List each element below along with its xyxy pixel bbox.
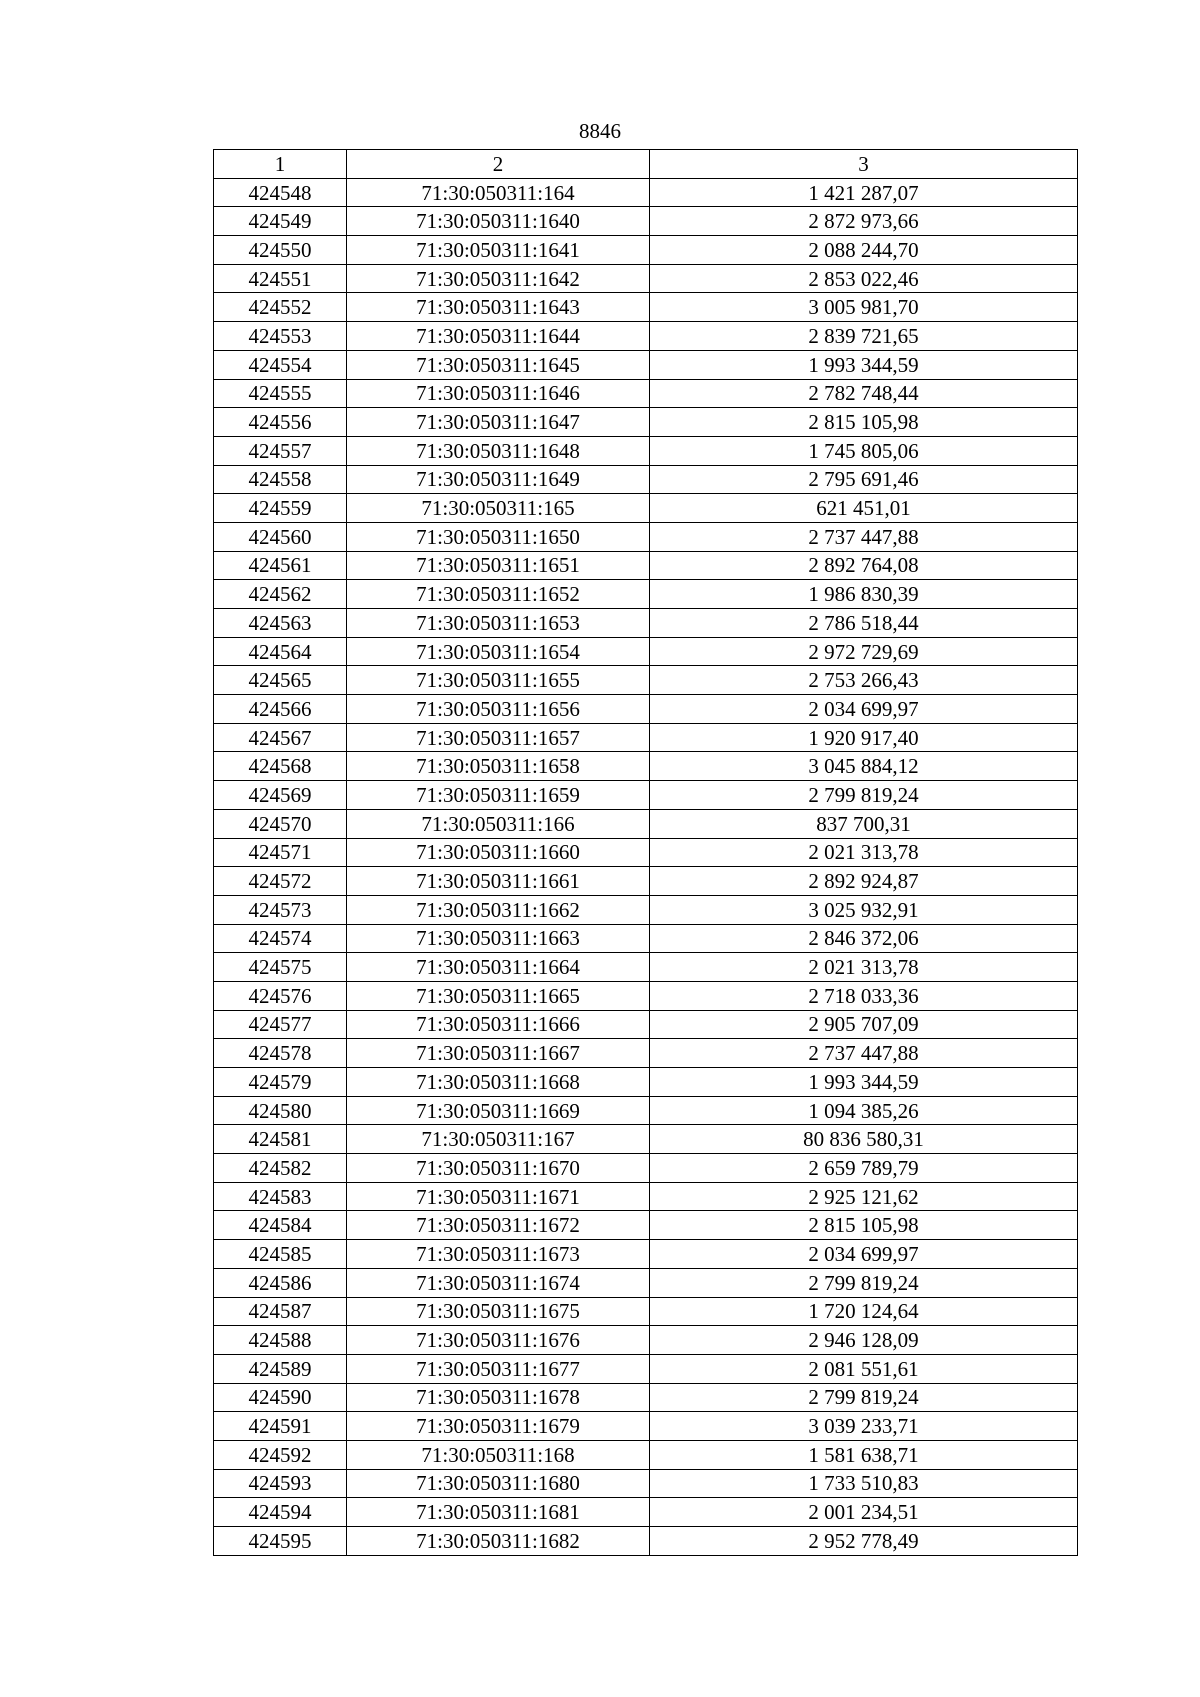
table-body — [214, 178, 1078, 1555]
value-cell: 2 782 748,44 — [650, 379, 1078, 408]
cadastral-number-cell: 71:30:050311:1679 — [347, 1412, 650, 1441]
table-row — [214, 236, 1078, 265]
cadastral-number-cell: 71:30:050311:1674 — [347, 1268, 650, 1297]
table-row — [214, 1240, 1078, 1269]
table-row — [214, 1211, 1078, 1240]
table-row — [214, 1440, 1078, 1469]
value-cell: 2 815 105,98 — [650, 408, 1078, 437]
row-number-cell: 424584 — [214, 1211, 347, 1240]
value-cell: 3 039 233,71 — [650, 1412, 1078, 1441]
row-number-cell: 424553 — [214, 322, 347, 351]
cadastral-number-cell: 71:30:050311:1676 — [347, 1326, 650, 1355]
cadastral-number-cell: 71:30:050311:165 — [347, 494, 650, 523]
cadastral-number-cell: 71:30:050311:1672 — [347, 1211, 650, 1240]
value-cell: 1 920 917,40 — [650, 723, 1078, 752]
cadastral-number-cell: 71:30:050311:1680 — [347, 1469, 650, 1498]
row-number-cell: 424562 — [214, 580, 347, 609]
table-row — [214, 580, 1078, 609]
value-cell: 1 581 638,71 — [650, 1440, 1078, 1469]
page-number: 8846 — [579, 119, 621, 143]
cadastral-number-cell: 71:30:050311:1664 — [347, 953, 650, 982]
cadastral-number-cell: 71:30:050311:1644 — [347, 322, 650, 351]
value-cell: 2 737 447,88 — [650, 522, 1078, 551]
value-cell: 2 021 313,78 — [650, 953, 1078, 982]
table-row — [214, 1383, 1078, 1412]
cadastral-number-cell: 71:30:050311:1665 — [347, 981, 650, 1010]
row-number-cell: 424569 — [214, 781, 347, 810]
table-row — [214, 838, 1078, 867]
value-cell: 837 700,31 — [650, 809, 1078, 838]
row-number-cell: 424589 — [214, 1354, 347, 1383]
value-cell: 2 815 105,98 — [650, 1211, 1078, 1240]
row-number-cell: 424585 — [214, 1240, 347, 1269]
cadastral-number-cell: 71:30:050311:1652 — [347, 580, 650, 609]
value-cell: 1 986 830,39 — [650, 580, 1078, 609]
table-row — [214, 494, 1078, 523]
row-number-cell: 424548 — [214, 178, 347, 207]
table-row — [214, 522, 1078, 551]
table-row — [214, 1297, 1078, 1326]
cadastral-number-cell: 71:30:050311:1656 — [347, 695, 650, 724]
value-cell: 1 733 510,83 — [650, 1469, 1078, 1498]
value-cell: 2 034 699,97 — [650, 1240, 1078, 1269]
table-row — [214, 379, 1078, 408]
header-row — [214, 150, 1078, 179]
table-row — [214, 609, 1078, 638]
value-cell: 2 839 721,65 — [650, 322, 1078, 351]
value-cell: 1 993 344,59 — [650, 350, 1078, 379]
value-cell: 621 451,01 — [650, 494, 1078, 523]
row-number-cell: 424576 — [214, 981, 347, 1010]
cadastral-number-cell: 71:30:050311:1673 — [347, 1240, 650, 1269]
row-number-cell: 424593 — [214, 1469, 347, 1498]
row-number-cell: 424557 — [214, 436, 347, 465]
row-number-cell: 424570 — [214, 809, 347, 838]
header-col-1: 1 — [214, 150, 347, 179]
cadastral-number-cell: 71:30:050311:1681 — [347, 1498, 650, 1527]
table-row — [214, 1182, 1078, 1211]
cadastral-number-cell: 71:30:050311:1657 — [347, 723, 650, 752]
table-row — [214, 809, 1078, 838]
header-col-3: 3 — [650, 150, 1078, 179]
value-cell: 2 853 022,46 — [650, 264, 1078, 293]
value-cell: 2 737 447,88 — [650, 1039, 1078, 1068]
table-row — [214, 781, 1078, 810]
row-number-cell: 424565 — [214, 666, 347, 695]
table-row — [214, 408, 1078, 437]
row-number-cell: 424552 — [214, 293, 347, 322]
cadastral-number-cell: 71:30:050311:1660 — [347, 838, 650, 867]
row-number-cell: 424559 — [214, 494, 347, 523]
value-cell: 1 094 385,26 — [650, 1096, 1078, 1125]
table-row — [214, 293, 1078, 322]
cadastral-number-cell: 71:30:050311:1643 — [347, 293, 650, 322]
cadastral-number-cell: 71:30:050311:1662 — [347, 895, 650, 924]
table-row — [214, 465, 1078, 494]
cadastral-number-cell: 71:30:050311:1666 — [347, 1010, 650, 1039]
row-number-cell: 424571 — [214, 838, 347, 867]
row-number-cell: 424581 — [214, 1125, 347, 1154]
row-number-cell: 424560 — [214, 522, 347, 551]
value-cell: 3 005 981,70 — [650, 293, 1078, 322]
row-number-cell: 424567 — [214, 723, 347, 752]
value-cell: 1 421 287,07 — [650, 178, 1078, 207]
row-number-cell: 424550 — [214, 236, 347, 265]
table-row — [214, 1469, 1078, 1498]
cadastral-number-cell: 71:30:050311:1648 — [347, 436, 650, 465]
row-number-cell: 424568 — [214, 752, 347, 781]
value-cell: 2 952 778,49 — [650, 1527, 1078, 1556]
cadastral-number-cell: 71:30:050311:168 — [347, 1440, 650, 1469]
cadastral-number-cell: 71:30:050311:1654 — [347, 637, 650, 666]
row-number-cell: 424564 — [214, 637, 347, 666]
table-row — [214, 637, 1078, 666]
cadastral-number-cell: 71:30:050311:1649 — [347, 465, 650, 494]
row-number-cell: 424577 — [214, 1010, 347, 1039]
table-row — [214, 867, 1078, 896]
row-number-cell: 424554 — [214, 350, 347, 379]
value-cell: 2 872 973,66 — [650, 207, 1078, 236]
value-cell: 2 925 121,62 — [650, 1182, 1078, 1211]
cadastral-number-cell: 71:30:050311:1682 — [347, 1527, 650, 1556]
row-number-cell: 424572 — [214, 867, 347, 896]
value-cell: 2 972 729,69 — [650, 637, 1078, 666]
cadastral-number-cell: 71:30:050311:164 — [347, 178, 650, 207]
row-number-cell: 424587 — [214, 1297, 347, 1326]
row-number-cell: 424588 — [214, 1326, 347, 1355]
value-cell: 2 846 372,06 — [650, 924, 1078, 953]
table-row — [214, 1498, 1078, 1527]
row-number-cell: 424551 — [214, 264, 347, 293]
row-number-cell: 424580 — [214, 1096, 347, 1125]
table-row — [214, 953, 1078, 982]
row-number-cell: 424595 — [214, 1527, 347, 1556]
cadastral-number-cell: 71:30:050311:1651 — [347, 551, 650, 580]
cadastral-number-cell: 71:30:050311:1658 — [347, 752, 650, 781]
value-cell: 3 045 884,12 — [650, 752, 1078, 781]
value-cell: 1 993 344,59 — [650, 1068, 1078, 1097]
row-number-cell: 424555 — [214, 379, 347, 408]
table-row — [214, 1527, 1078, 1556]
value-cell: 80 836 580,31 — [650, 1125, 1078, 1154]
table-row — [214, 350, 1078, 379]
table-row — [214, 264, 1078, 293]
value-cell: 2 021 313,78 — [650, 838, 1078, 867]
table-row — [214, 1154, 1078, 1183]
table-row — [214, 551, 1078, 580]
cadastral-number-cell: 71:30:050311:1642 — [347, 264, 650, 293]
cadastral-number-cell: 71:30:050311:1655 — [347, 666, 650, 695]
value-cell: 2 001 234,51 — [650, 1498, 1078, 1527]
row-number-cell: 424561 — [214, 551, 347, 580]
table-row — [214, 1039, 1078, 1068]
row-number-cell: 424578 — [214, 1039, 347, 1068]
value-cell: 2 753 266,43 — [650, 666, 1078, 695]
table-row — [214, 436, 1078, 465]
cadastral-number-cell: 71:30:050311:1678 — [347, 1383, 650, 1412]
table-row — [214, 178, 1078, 207]
table-row — [214, 924, 1078, 953]
table-row — [214, 1326, 1078, 1355]
cadastral-number-cell: 71:30:050311:1668 — [347, 1068, 650, 1097]
cadastral-number-cell: 71:30:050311:1645 — [347, 350, 650, 379]
value-cell: 2 905 707,09 — [650, 1010, 1078, 1039]
value-cell: 2 799 819,24 — [650, 1268, 1078, 1297]
cadastral-number-cell: 71:30:050311:1641 — [347, 236, 650, 265]
cadastral-number-cell: 71:30:050311:1646 — [347, 379, 650, 408]
cadastral-number-cell: 71:30:050311:1659 — [347, 781, 650, 810]
value-cell: 2 088 244,70 — [650, 236, 1078, 265]
cadastral-number-cell: 71:30:050311:1653 — [347, 609, 650, 638]
row-number-cell: 424575 — [214, 953, 347, 982]
table-row — [214, 1412, 1078, 1441]
cadastral-number-cell: 71:30:050311:166 — [347, 809, 650, 838]
row-number-cell: 424566 — [214, 695, 347, 724]
row-number-cell: 424583 — [214, 1182, 347, 1211]
value-cell: 2 799 819,24 — [650, 781, 1078, 810]
table-row — [214, 1010, 1078, 1039]
value-cell: 2 799 819,24 — [650, 1383, 1078, 1412]
row-number-cell: 424563 — [214, 609, 347, 638]
cadastral-number-cell: 71:30:050311:1661 — [347, 867, 650, 896]
cadastral-number-cell: 71:30:050311:1640 — [347, 207, 650, 236]
cadastral-number-cell: 71:30:050311:1663 — [347, 924, 650, 953]
cadastral-number-cell: 71:30:050311:1671 — [347, 1182, 650, 1211]
value-cell: 2 795 691,46 — [650, 465, 1078, 494]
registry-table — [213, 149, 1078, 1556]
table-row — [214, 207, 1078, 236]
cadastral-number-cell: 71:30:050311:167 — [347, 1125, 650, 1154]
row-number-cell: 424592 — [214, 1440, 347, 1469]
row-number-cell: 424594 — [214, 1498, 347, 1527]
row-number-cell: 424574 — [214, 924, 347, 953]
row-number-cell: 424582 — [214, 1154, 347, 1183]
table-row — [214, 695, 1078, 724]
row-number-cell: 424579 — [214, 1068, 347, 1097]
table-row — [214, 1354, 1078, 1383]
value-cell: 2 786 518,44 — [650, 609, 1078, 638]
value-cell: 2 892 764,08 — [650, 551, 1078, 580]
table-row — [214, 1125, 1078, 1154]
value-cell: 2 081 551,61 — [650, 1354, 1078, 1383]
row-number-cell: 424586 — [214, 1268, 347, 1297]
header-col-2: 2 — [347, 150, 650, 179]
table-row — [214, 666, 1078, 695]
cadastral-number-cell: 71:30:050311:1669 — [347, 1096, 650, 1125]
value-cell: 2 659 789,79 — [650, 1154, 1078, 1183]
value-cell: 2 892 924,87 — [650, 867, 1078, 896]
row-number-cell: 424558 — [214, 465, 347, 494]
row-number-cell: 424556 — [214, 408, 347, 437]
row-number-cell: 424591 — [214, 1412, 347, 1441]
cadastral-number-cell: 71:30:050311:1675 — [347, 1297, 650, 1326]
cadastral-number-cell: 71:30:050311:1670 — [347, 1154, 650, 1183]
table-row — [214, 1068, 1078, 1097]
value-cell: 1 720 124,64 — [650, 1297, 1078, 1326]
cadastral-number-cell: 71:30:050311:1647 — [347, 408, 650, 437]
table-row — [214, 981, 1078, 1010]
row-number-cell: 424573 — [214, 895, 347, 924]
value-cell: 3 025 932,91 — [650, 895, 1078, 924]
row-number-cell: 424549 — [214, 207, 347, 236]
value-cell: 1 745 805,06 — [650, 436, 1078, 465]
value-cell: 2 946 128,09 — [650, 1326, 1078, 1355]
table-header — [214, 150, 1078, 179]
table-row — [214, 1268, 1078, 1297]
value-cell: 2 034 699,97 — [650, 695, 1078, 724]
cadastral-number-cell: 71:30:050311:1677 — [347, 1354, 650, 1383]
row-number-cell: 424590 — [214, 1383, 347, 1412]
table-row — [214, 1096, 1078, 1125]
table-row — [214, 322, 1078, 351]
table-row — [214, 752, 1078, 781]
table-row — [214, 895, 1078, 924]
cadastral-number-cell: 71:30:050311:1667 — [347, 1039, 650, 1068]
value-cell: 2 718 033,36 — [650, 981, 1078, 1010]
table-row — [214, 723, 1078, 752]
cadastral-number-cell: 71:30:050311:1650 — [347, 522, 650, 551]
